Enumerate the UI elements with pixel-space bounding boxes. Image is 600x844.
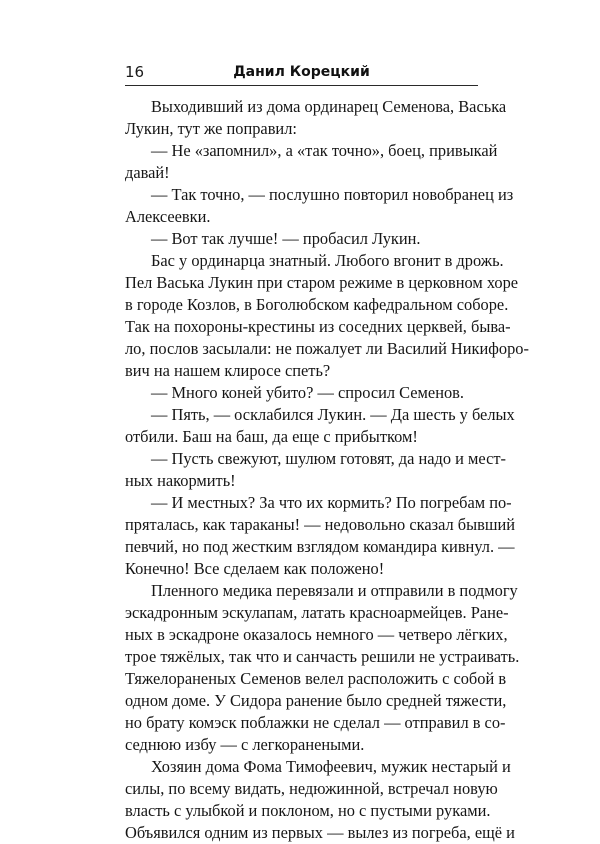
page-header — [125, 62, 478, 86]
text-line: — И местных? За что их кормить? По погребам по- — [151, 493, 512, 512]
text-line: Пел Васька Лукин при старом режиме в церковном хоре — [125, 273, 519, 292]
text-line: — Не «запомнил», а «так точно», боец, привыкай — [151, 141, 498, 160]
text-line: Конечно! Все сделаем как положено! — [125, 559, 385, 578]
text-line: одном доме. У Сидора ранение было средней тяжести, — [125, 691, 507, 710]
text-line: Тяжелораненых Семенов велел расположить с собой в — [125, 669, 507, 688]
text-line: Выходивший из дома ординарец Семенова, Васька — [151, 97, 507, 116]
text-line: отбили. Баш на баш, да еще с прибытком! — [125, 427, 418, 446]
running-head-author: Данил Корецкий — [233, 64, 370, 80]
text-line: — Вот так лучше! — пробасил Лукин. — [151, 229, 421, 248]
text-line: давай! — [125, 163, 170, 182]
text-line: силы, по всему видать, недюжинной, встречал новую — [125, 779, 498, 798]
text-line: Бас у ординарца знатный. Любого вгонит в дрожь. — [151, 251, 504, 270]
text-line: — Пусть свежуют, шулюм готовят, да надо и мест- — [151, 449, 507, 468]
text-line: Пленного медика перевязали и отправили в подмогу — [151, 581, 518, 600]
text-line: но брату комэск поблажки не сделал — отправил в со- — [125, 713, 506, 732]
text-line: певчий, но под жестким взглядом командира кивнул. — — [125, 537, 515, 556]
text-line: трое тяжёлых, так что и санчасть решили не устраивать. — [125, 647, 520, 666]
text-line: ло, послов засылали: не пожалует ли Василий Никифоро- — [125, 339, 529, 358]
text-line: власть с улыбкой и поклоном, но с пустыми руками. — [125, 801, 491, 820]
text-line: — Пять, — осклабился Лукин. — Да шесть у белых — [151, 405, 515, 424]
text-line: ных накормить! — [125, 471, 236, 490]
text-line: Хозяин дома Фома Тимофеевич, мужик нестарый и — [151, 757, 511, 776]
text-line: Объявился одним из первых — вылез из погреба, ещё и — [125, 823, 515, 842]
text-line: эскадронным эскулапам, латать красноармейцев. Ране- — [125, 603, 509, 622]
text-line: — Так точно, — послушно повторил новобранец из — [151, 185, 514, 204]
text-line: ных в эскадроне оказалось немного — четверо лёгких, — [125, 625, 508, 644]
text-line: — Много коней убито? — спросил Семенов. — [151, 383, 464, 402]
text-line: в городе Козлов, в Боголюбском кафедральном соборе. — [125, 295, 509, 314]
text-line: Алексеевки. — [125, 207, 211, 226]
text-line: Лукин, тут же поправил: — [125, 119, 297, 138]
text-line: вич на нашем клиросе спеть? — [125, 361, 331, 380]
header-rule — [125, 85, 478, 86]
text-line: седнюю избу — с легкоранеными. — [125, 735, 365, 754]
text-line: пряталась, как тараканы! — недовольно сказал бывший — [125, 515, 516, 534]
text-line: Так на похороны-крестины из соседних церквей, быва- — [125, 317, 511, 336]
body-text — [125, 96, 529, 844]
page-number: 16 — [125, 63, 145, 81]
